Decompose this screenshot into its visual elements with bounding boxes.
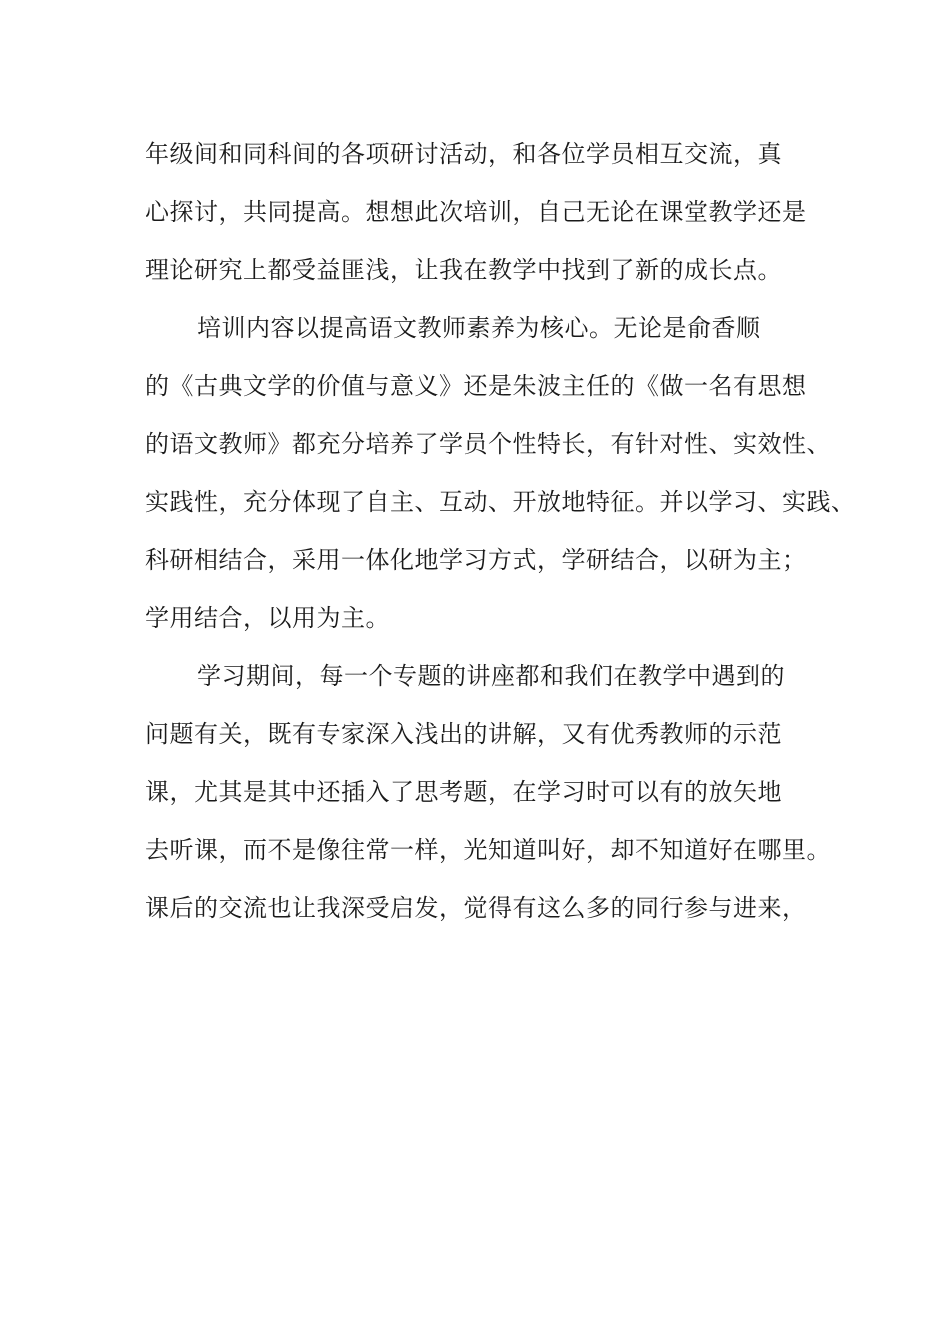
text-line: 学用结合，以用为主。: [145, 604, 390, 632]
text-line: 心探讨，共同提高。想想此次培训，自己无论在课堂教学还是: [145, 198, 807, 226]
text-line: 问题有关，既有专家深入浅出的讲解，又有优秀教师的示范: [145, 720, 782, 748]
text-line-paragraph-start: 培训内容以提高语文教师素养为核心。无论是俞香顺: [197, 314, 761, 342]
text-line: 课，尤其是其中还插入了思考题，在学习时可以有的放矢地: [145, 778, 782, 806]
text-line: 年级间和同科间的各项研讨活动，和各位学员相互交流，真: [145, 140, 782, 168]
text-line: 去听课，而不是像往常一样，光知道叫好，却不知道好在哪里。: [145, 836, 831, 864]
text-line: 课后的交流也让我深受启发，觉得有这么多的同行参与进来，: [145, 894, 807, 922]
text-line-paragraph-start: 学习期间，每一个专题的讲座都和我们在教学中遇到的: [197, 662, 785, 690]
text-line: 实践性，充分体现了自主、互动、开放地特征。并以学习、实践、: [145, 488, 856, 516]
text-line: 科研相结合，采用一体化地学习方式，学研结合，以研为主；: [145, 546, 807, 574]
document-body: [145, 125, 856, 937]
text-line: 的语文教师》都充分培养了学员个性特长，有针对性、实效性、: [145, 430, 831, 458]
text-line: 的《古典文学的价值与意义》还是朱波主任的《做一名有思想: [145, 372, 807, 400]
text-line: 理论研究上都受益匪浅，让我在教学中找到了新的成长点。: [145, 256, 782, 284]
